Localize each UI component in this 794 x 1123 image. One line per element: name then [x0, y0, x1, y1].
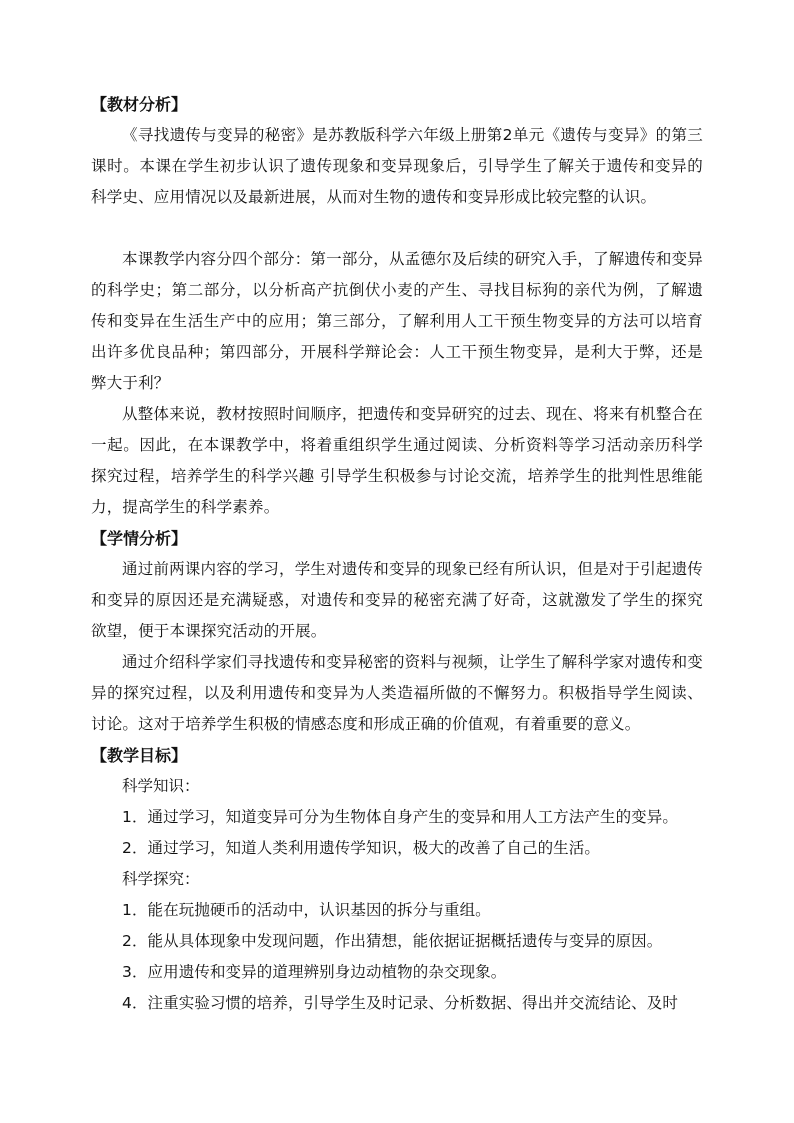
student-analysis-paragraph-2: 通过介绍科学家们寻找遗传和变异秘密的资料与视频，让学生了解科学家对遗传和变异的探究过程，以及利用遗传和变异为人类造福所做的不懈努力。积极指导学生阅读、讨论。这对于培养学生积极的情感态度和形成正确的价值观，有着重要的意义。: [91, 653, 703, 733]
list-item: 1．能在玩抛硬币的活动中，认识基因的拆分与重组。: [122, 901, 491, 919]
material-analysis-paragraph-1: 《寻找遗传与变异的秘密》是苏教版科学六年级上册第2单元《遗传与变异》的第三课时。本课在学生初步认识了遗传现象和变异现象后，引导学生了解关于遗传和变异的科学史、应用情况以及最新进展，从而对生物的遗传和变异形成比较完整的认识。: [91, 126, 703, 206]
section-heading-teaching-goals: 【教学目标】: [91, 746, 188, 765]
list-item: 1．通过学习，知道变异可分为生物体自身产生的变异和用人工方法产生的变异。: [122, 808, 678, 826]
goal-subheading-knowledge: 科学知识：: [122, 777, 200, 795]
section-heading-material-analysis: 【教材分析】: [91, 95, 188, 114]
goal-subheading-inquiry: 科学探究：: [122, 870, 200, 888]
section-heading-student-analysis: 【学情分析】: [91, 529, 188, 548]
list-item: 3．应用遗传和变异的道理辨别身边动植物的杂交现象。: [122, 963, 507, 981]
student-analysis-paragraph-1: 通过前两课内容的学习，学生对遗传和变异的现象已经有所认识，但是对于引起遗传和变异的原因还是充满疑惑，对遗传和变异的秘密充满了好奇，这就激发了学生的探究欲望，便于本课探究活动的开展。: [91, 560, 703, 640]
document-body: [91, 89, 703, 1019]
list-item: 2．能从具体现象中发现问题，作出猜想，能依据证据概括遗传与变异的原因。: [122, 932, 663, 950]
material-analysis-paragraph-2: 本课教学内容分四个部分：第一部分，从孟德尔及后续的研究入手，了解遗传和变异的科学史；第二部分，以分析高产抗倒伏小麦的产生、寻找目标狗的亲代为例，了解遗传和变异在生活生产中的应用；第三部分，了解利用人工干预生物变异的方法可以培育出许多优良品种；第四部分，开展科学辩论会：人工干预生物变异，是利大于弊，还是弊大于利？: [91, 250, 703, 392]
list-item: 2．通过学习，知道人类利用遗传学知识，极大的改善了自己的生活。: [122, 839, 600, 857]
material-analysis-paragraph-3: 从整体来说，教材按照时间顺序，把遗传和变异研究的过去、现在、将来有机整合在一起。因此，在本课教学中，将着重组织学生通过阅读、分析资料等学习活动亲历科学探究过程，培养学生的科学兴趣 引导学生积极参与讨论交流，培养学生的批判性思维能力，提高学生的科学素养。: [91, 405, 703, 516]
list-item: 4．注重实验习惯的培养，引导学生及时记录、分析数据、得出并交流结论、及时: [122, 994, 678, 1012]
blank-line: [91, 213, 703, 244]
